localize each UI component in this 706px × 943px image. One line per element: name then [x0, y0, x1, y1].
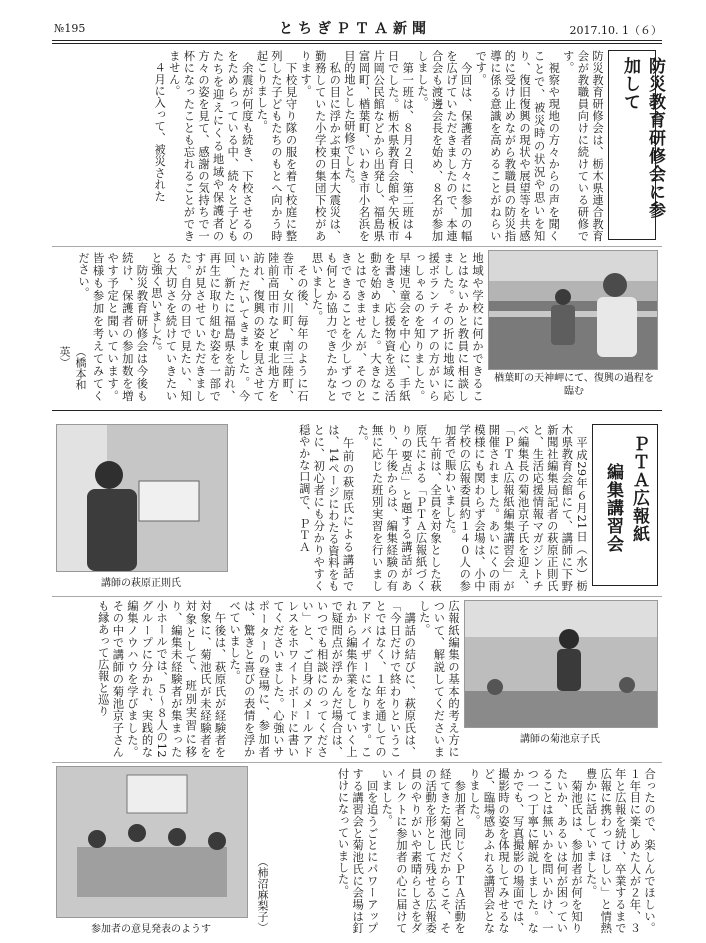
- photo-kikuchi-image: [465, 601, 657, 727]
- photo-participants-image: [57, 767, 247, 917]
- issue-date: 2017.10. 1（６）: [569, 24, 662, 37]
- photo-naraha-cape-caption: 楢葉町の天神岬にて、復興の過程を臨む: [494, 373, 654, 397]
- header-rule-thin: [52, 43, 662, 44]
- article2-title-top: ＰＴＡ広報紙: [629, 435, 649, 543]
- column-divider: [52, 246, 662, 247]
- article2-body: 平成29年６月21日（水）栃木県教育会館にて、講師に下野新聞社編集局記者の萩原正則氏と、生活応援情報マガジントチペ編集長の菊池京子氏を迎え、「ＰＴＡ広報紙編集講習会」が開催されました。あいにくの雨模様にも関わらず会場は、小中学校の広報委員約１４０人の参加者で賑わいました。 午前は、全員を対象とした萩原氏による「ＰＴＡ広報紙づくりの要点」と題する講話があり、午後からは、編集経験の有無に応じた班別実習を行いました。 午前の萩原氏による講話では、14ページにわたる資料をもとに、初心者にも分かりやすく穏やかな口調で、ＰＴＡ: [297, 424, 588, 592]
- photo-naraha-cape-image: [489, 251, 657, 369]
- article1-title: 防災教育研修会に参加して: [620, 57, 665, 219]
- article1-body: 防災教育研修会は、栃木県連合教育会が教職員向けに続けている研修です。 視察や現地の方々からの声を聞くことで、被災時の状況や思いを知り、復旧復興の現状や展望等を共感的に受け止めながら教職員の防災指導に係る意識を高めることがねらいです。 今回は、保護者の方々に参加の幅を広げていただきましたので、本連合会も渡邊会長を始め、８名が参加しました。 第一班は、８月２日、第二班は４日でした。栃木県教育会館や矢板市片岡公民館などから出発し、福島県富岡町、楢葉町、いわき市小名浜を目的地とした研修でした。 私の目に浮かぶ東日本大震災は、勤務していた小学校の集団下校があります。 下校見守り隊の服を着て校庭に整列した子どもたちのもとへ向かう時起こりました。 余震が何度も続き、下校させるのをためらっている中、続々と子どもたちを迎えにくる地域や保護者の方々の姿を見て、感謝の気持ちで一杯になったことも忘れることができません。 ４月に入って、被災された: [153, 50, 604, 242]
- photo-naraha-cape: [488, 250, 658, 370]
- article2-title-bottom: 編集講習会: [603, 463, 623, 553]
- photo-participants-caption: 参加者の意見発表のようす: [91, 924, 211, 935]
- article1-author: （橋本和英）: [58, 346, 87, 390]
- mid-divider: [52, 596, 662, 597]
- photo-kikuchi: [464, 600, 658, 728]
- paper-title: とちぎＰＴＡ新聞: [279, 21, 431, 37]
- article1-title-box: [608, 50, 665, 240]
- photo-kikuchi-caption: 講師の菊池京子氏: [520, 734, 600, 745]
- photo-participants: [56, 766, 248, 918]
- issue-number: №195: [54, 22, 86, 35]
- photo-hagiwara-image: [57, 425, 227, 571]
- photo-hagiwara: [56, 424, 228, 572]
- article2-body-final: 合ったので、楽しんでほしい。１年目に楽しめた人が２年、３年と広報を続け、卒業するまで広報に携わってほしい」と情熱豊かに話していました。 菊池氏は、参加者が何を知りたいか、あるいは何が困っていることは無いかを問いかけ、一つ一つ丁寧に解説しました。なかでも、写真撮影の場面では、撮影時の姿を体現してみせるなど、臨場感あふれる講習会となりました。 参加者と同じくＰＴＡ活動を経てきた菊池氏だからこそ、その活動を形として残せる広報委員のやりがいや素晴らしさをダイレクトに参加者の心に届けていました。 回を追うごとにパワーアップする講習会と菊池氏に会場は釘付けになっていました。: [336, 768, 656, 934]
- header-rule: [52, 40, 662, 41]
- photo-hagiwara-caption: 講師の萩原正則氏: [101, 578, 181, 589]
- lower-divider: [52, 762, 662, 763]
- section-divider: [52, 410, 662, 411]
- article1-body-continued: 地域や学校に何かできることはないかと教員に相談しました。その折に地域に応援ボランティアの方がいらっしゃるのを知りました。早速児童会を中心に、手紙を書き、応援物資を送る活動を始めました。大きなことはできませんが、そのときできることを少しずつでも何とか協力できたかなと思いました。 その後、毎年のように石巻市、女川町、南三陸町、陸前高田市など東北地方を訪れ、復興の姿を見させていただいてきました。今回、新たに福島県を訪れ、再生に取り組む姿を一部ですが見させていただきました。自分の目で見たい、知る大切さを続けていきたいと強く思いました。 防災教育研修会は今後も続け、保護者の参加数を増やす予定と聞いています。皆様も参加を考えてみてください。: [76, 252, 484, 402]
- article2-body-continued: 広報紙編集の基本的考え方について、解説してくださいました。 講話の結びに、萩原氏は、「今日だけで終わりということではなく、１年を通してのアドバイザーになります。これから編集作業をしていく上で疑問点が浮かんだ場合は、いつでも相談にのってください」と、ご自身のメールアドレスをホワイトボードに書いてくださいました。心強いサポーターの登場に、参加者は、驚きと喜びの表情を浮かべていました。 午後は、萩原氏が経験者を対象に、菊池氏が未経験者を対象として、班別実習に移り、編集未経験者が集まった小ホールでは、５～８人の12グループに分かれ、実践的な編集ノウハウを学びました。その中で講師の菊池京子さんも縁あって広報と巡り: [96, 600, 460, 758]
- article2-title-box: [592, 424, 658, 586]
- article2-author: （柿沼麻梨子）: [256, 856, 269, 933]
